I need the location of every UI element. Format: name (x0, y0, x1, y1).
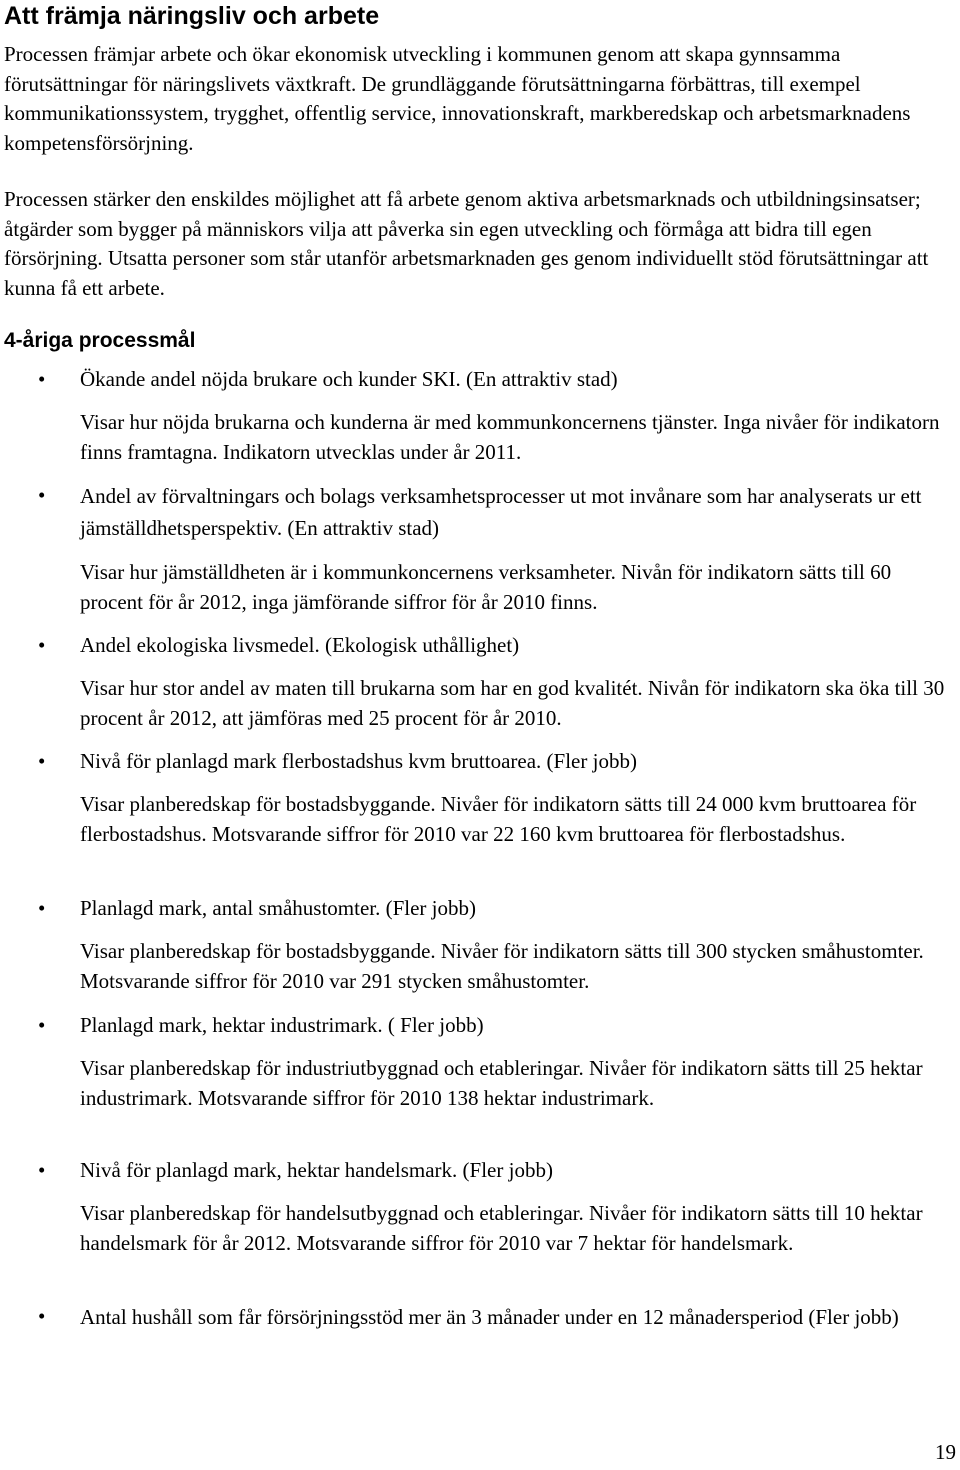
bullet-icon: • (38, 1304, 46, 1328)
goal-description: Visar planberedskap för handelsutbyggnad och etableringar. Nivåer för indikatorn sätts till 10 hektar handelsmark för år 2012. Motsvarande siffror för 2010 var 7 hektar för handelsmark. (80, 1201, 923, 1255)
bullet-icon: • (38, 633, 46, 657)
goal-description: Visar hur stor andel av maten till brukarna som har en god kvalitét. Nivån för indikatorn ska öka till 30 procent år 2012, att jämföras med 25 procent för år 2010. (80, 676, 945, 730)
bullet-icon: • (38, 483, 46, 507)
goal-title: Planlagd mark, hektar industrimark. ( Fler jobb) (80, 1013, 484, 1037)
bullet-icon: • (38, 1158, 46, 1182)
page-title: Att främja näringsliv och arbete (4, 2, 380, 30)
intro-paragraph: Processen stärker den enskildes möjlighet att få arbete genom aktiva arbetsmarknads och utbildningsinsatser; åtgärder som bygger på människors vilja att påverka sin egen utveckling och förmåga att bidra till egen försörjning. Utsatta personer som står utanför arbetsmarknaden ges genom individuellt stöd förutsättningar att kunna få ett arbete. (4, 187, 929, 300)
goal-title: Nivå för planlagd mark, hektar handelsmark. (Fler jobb) (80, 1158, 553, 1182)
goal-description: Visar hur nöjda brukarna och kunderna är med kommunkoncernens tjänster. Inga nivåer för indikatorn finns framtagna. Indikatorn utvecklas under år 2011. (80, 410, 940, 464)
goal-title: Andel av förvaltningars och bolags verksamhetsprocesser ut mot invånare som har analyserats ur ett jämställdhetsperspektiv. (En attraktiv stad) (80, 484, 922, 540)
section-heading: 4-åriga processmål (4, 329, 196, 352)
goal-title: Nivå för planlagd mark flerbostadshus kvm bruttoarea. (Fler jobb) (80, 749, 637, 773)
bullet-icon: • (38, 367, 46, 391)
bullet-icon: • (38, 896, 46, 920)
goal-title: Andel ekologiska livsmedel. (Ekologisk uthållighet) (80, 633, 520, 657)
intro-paragraph: Processen främjar arbete och ökar ekonomisk utveckling i kommunen genom att skapa gynnsamma förutsättningar för näringslivets växtkraft. De grundläggande förutsättningarna förbättras, till exempel kommunikationssystem, trygghet, offentlig service, innovationskraft, markberedskap och arbetsmarknadens kompetensförsörjning. (4, 42, 911, 155)
goal-description: Visar planberedskap för industriutbyggnad och etableringar. Nivåer för indikatorn sätts till 25 hektar industrimark. Motsvarande siffror för 2010 138 hektar industrimark. (80, 1056, 923, 1110)
goal-title: Ökande andel nöjda brukare och kunder SKI. (En attraktiv stad) (80, 367, 618, 391)
page-number: 19 (935, 1440, 956, 1464)
goal-description: Visar planberedskap för bostadsbyggande. Nivåer för indikatorn sätts till 300 stycken småhustomter. Motsvarande siffror för 2010 var 291 stycken småhustomter. (80, 939, 924, 993)
goal-description: Visar planberedskap för bostadsbyggande. Nivåer för indikatorn sätts till 24 000 kvm bruttoarea för flerbostadshus. Motsvarande siffror för 2010 var 22 160 kvm bruttoarea för flerbostadshus. (80, 792, 917, 846)
goal-title: Antal hushåll som får försörjningsstöd mer än 3 månader under en 12 månadersperiod (Fler jobb) (80, 1305, 899, 1329)
bullet-icon: • (38, 749, 46, 773)
bullet-icon: • (38, 1013, 46, 1037)
goal-description: Visar hur jämställdheten är i kommunkoncernens verksamheter. Nivån för indikatorn sätts till 60 procent för år 2012, inga jämförande siffror för år 2010 finns. (80, 560, 892, 614)
goal-title: Planlagd mark, antal småhustomter. (Fler jobb) (80, 896, 477, 920)
